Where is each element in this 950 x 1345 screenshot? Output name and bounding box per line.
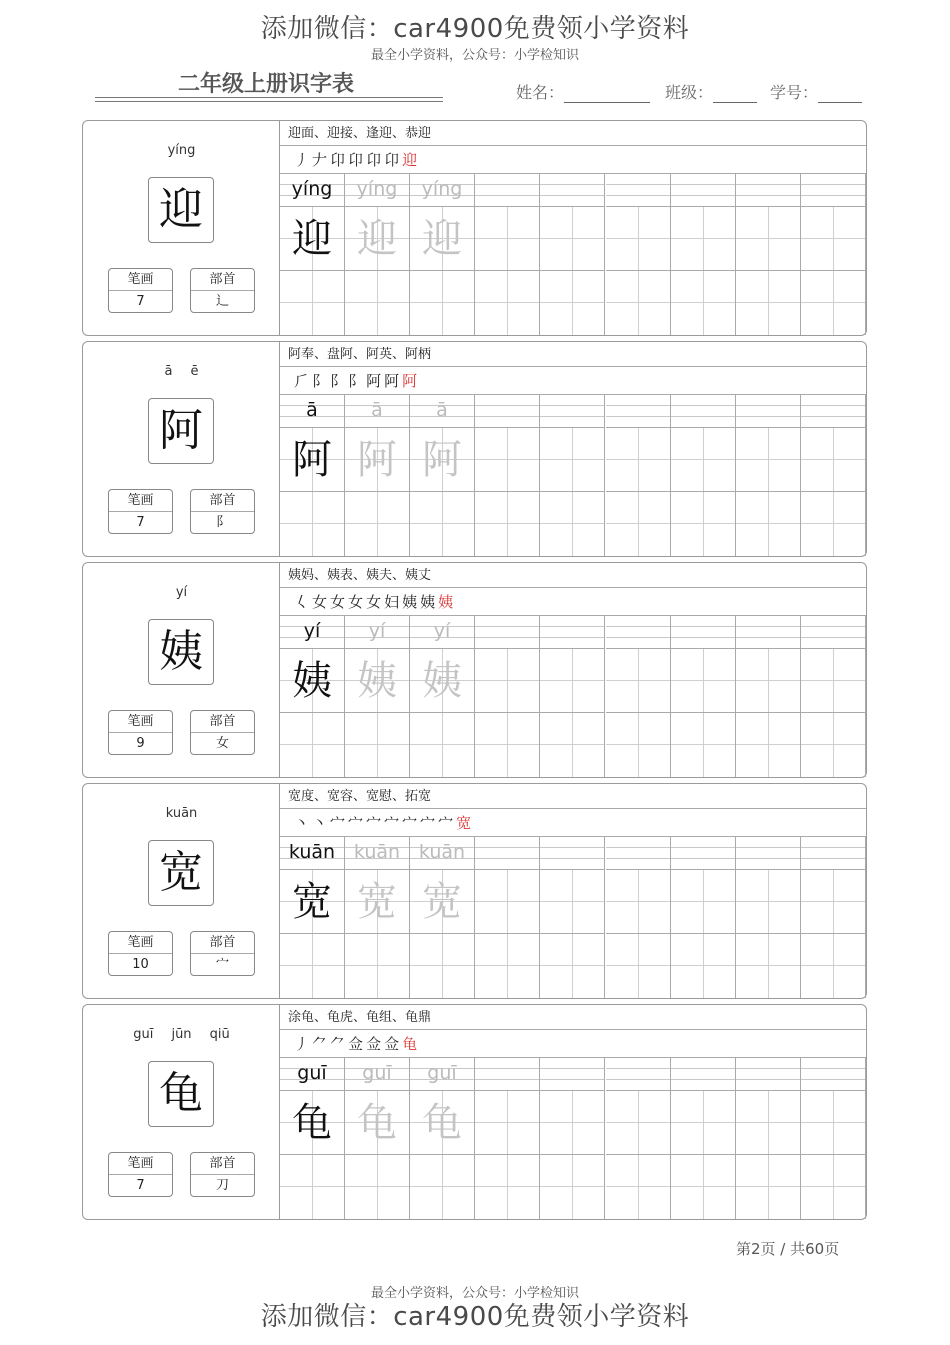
character-writing-cell[interactable] <box>345 492 410 556</box>
pinyin-writing-cell[interactable] <box>345 395 410 428</box>
character-writing-cell[interactable] <box>410 207 475 271</box>
pinyin-sample: guī <box>427 1062 457 1084</box>
stroke-step: 阿 <box>402 372 421 390</box>
pinyin-sample: guī <box>297 1062 327 1084</box>
pinyin-sample: yíng <box>291 178 333 200</box>
character-writing-cell[interactable] <box>280 207 345 271</box>
stroke-step: 宀 <box>384 814 403 832</box>
student-id-blank[interactable] <box>818 85 862 103</box>
stroke-step: 宀 <box>402 814 421 832</box>
radical-label: 部首 <box>191 269 254 291</box>
character-sample: 龟 <box>422 1100 462 1146</box>
stroke-step: 妇 <box>384 593 403 611</box>
pinyin-writing-cell[interactable] <box>736 616 801 649</box>
character-writing-cell[interactable] <box>410 1155 475 1219</box>
character-writing-cell[interactable] <box>801 713 866 777</box>
pinyin-writing-cell[interactable] <box>736 174 801 207</box>
stroke-step: 女 <box>366 593 385 611</box>
stroke-count-label: 笔画 <box>109 1153 172 1175</box>
character-card <box>82 341 867 557</box>
character-writing-cell[interactable] <box>475 271 540 335</box>
name-field[interactable] <box>516 80 650 103</box>
character-display: 宽 <box>148 840 214 906</box>
stroke-step: 𠂇 <box>312 151 331 169</box>
radical-value: 阝 <box>215 515 229 530</box>
character-writing-cell[interactable] <box>801 271 866 335</box>
character-writing-cell[interactable] <box>606 870 671 934</box>
character-writing-cell[interactable] <box>671 271 736 335</box>
promo-banner-top: 添加微信：car4900免费领小学资料 <box>260 14 690 44</box>
pinyin-writing-cell[interactable] <box>410 837 475 870</box>
pinyin-writing-cell[interactable] <box>801 837 866 870</box>
character-writing-cell[interactable] <box>345 1155 410 1219</box>
character-sample: 阿 <box>292 437 332 483</box>
card-info-panel <box>83 563 280 777</box>
character-writing-cell[interactable] <box>280 870 345 934</box>
character-writing-cell[interactable] <box>410 649 475 713</box>
character-writing-cell[interactable] <box>540 870 605 934</box>
card-info-panel <box>83 121 280 335</box>
character-display: 龟 <box>148 1061 214 1127</box>
writing-grid <box>280 616 866 777</box>
pinyin-readings: yí <box>175 585 188 600</box>
radical-label: 部首 <box>191 932 254 954</box>
pinyin-writing-cell[interactable] <box>606 174 671 207</box>
character-writing-cell[interactable] <box>736 934 801 998</box>
card-info-panel <box>83 342 280 556</box>
stroke-step: 佥 <box>384 1035 403 1053</box>
character-writing-cell[interactable] <box>606 207 671 271</box>
writing-grid <box>280 837 866 998</box>
pinyin-writing-cell[interactable] <box>671 1058 736 1091</box>
card-info-panel <box>83 784 280 998</box>
stroke-step: 宀 <box>366 814 385 832</box>
radical-label: 部首 <box>191 490 254 512</box>
radical-value: 刀 <box>215 1178 229 1193</box>
pinyin-writing-cell[interactable] <box>410 174 475 207</box>
stroke-step: 丶 <box>294 814 313 832</box>
stroke-order <box>280 1030 866 1058</box>
stroke-step: 阝 <box>312 372 331 390</box>
radical-value: 辶 <box>215 294 229 309</box>
stroke-step: 卬 <box>366 151 385 169</box>
character-sample: 龟 <box>357 1100 397 1146</box>
pinyin-writing-cell[interactable] <box>345 1058 410 1091</box>
character-sample: 阿 <box>422 437 462 483</box>
pinyin-sample: ā <box>306 399 318 421</box>
character-writing-cell[interactable] <box>410 492 475 556</box>
stroke-step: 迎 <box>402 151 421 169</box>
stroke-step: 丶 <box>312 814 331 832</box>
pinyin-writing-cell[interactable] <box>280 174 345 207</box>
title-underline <box>95 101 443 102</box>
stroke-count-value: 9 <box>136 736 145 751</box>
promo-subline-top: 最全小学资料，公众号：小学检知识 <box>370 48 579 63</box>
stroke-step: 宀 <box>420 814 439 832</box>
pinyin-writing-cell[interactable] <box>345 616 410 649</box>
pinyin-writing-cell[interactable] <box>606 395 671 428</box>
stroke-step: 姨 <box>402 593 421 611</box>
character-sample: 迎 <box>422 216 462 262</box>
pinyin-sample: ā <box>436 399 448 421</box>
pinyin-writing-cell[interactable] <box>475 616 540 649</box>
stroke-step: 丿 <box>294 151 313 169</box>
character-writing-cell[interactable] <box>540 207 605 271</box>
character-writing-cell[interactable] <box>671 934 736 998</box>
stroke-step: 姨 <box>438 593 457 611</box>
character-writing-cell[interactable] <box>540 428 605 492</box>
character-writing-cell[interactable] <box>801 649 866 713</box>
stroke-order <box>280 367 866 395</box>
character-writing-cell[interactable] <box>475 428 540 492</box>
stroke-step: 佥 <box>348 1035 367 1053</box>
character-writing-cell[interactable] <box>606 492 671 556</box>
character-writing-cell[interactable] <box>540 934 605 998</box>
pinyin-writing-cell[interactable] <box>671 174 736 207</box>
character-writing-cell[interactable] <box>280 934 345 998</box>
stroke-count-label: 笔画 <box>109 932 172 954</box>
radical-box <box>190 710 255 755</box>
character-writing-cell[interactable] <box>475 934 540 998</box>
pinyin-writing-cell[interactable] <box>540 174 605 207</box>
character-writing-cell[interactable] <box>410 428 475 492</box>
student-id-label: 学号： <box>770 83 819 102</box>
character-writing-cell[interactable] <box>736 713 801 777</box>
pinyin-sample: yíng <box>421 178 463 200</box>
character-card <box>82 783 867 999</box>
pinyin-writing-cell[interactable] <box>410 395 475 428</box>
writing-grid <box>280 174 866 335</box>
character-writing-cell[interactable] <box>736 207 801 271</box>
character-writing-cell[interactable] <box>801 1155 866 1219</box>
character-sample: 姨 <box>357 658 397 704</box>
pinyin-writing-cell[interactable] <box>606 1058 671 1091</box>
character-writing-cell[interactable] <box>345 271 410 335</box>
practice-panel <box>280 563 866 777</box>
pinyin-writing-cell[interactable] <box>475 395 540 428</box>
character-writing-cell[interactable] <box>280 1155 345 1219</box>
practice-panel <box>280 121 866 335</box>
character-writing-cell[interactable] <box>540 649 605 713</box>
radical-box <box>190 489 255 534</box>
example-words: 宽度、宽容、宽慰、拓宽 <box>280 784 866 809</box>
character-display: 姨 <box>148 619 214 685</box>
character-writing-cell[interactable] <box>540 713 605 777</box>
stroke-step: 阝 <box>348 372 367 390</box>
radical-box <box>190 931 255 976</box>
character-writing-cell[interactable] <box>801 492 866 556</box>
name-blank[interactable] <box>564 85 650 103</box>
character-writing-cell[interactable] <box>736 1155 801 1219</box>
stroke-step: ⺁ <box>294 372 313 390</box>
example-words: 姨妈、姨表、姨夫、姨丈 <box>280 563 866 588</box>
stroke-step: 丿 <box>294 1035 313 1053</box>
stroke-step: 宀 <box>330 814 349 832</box>
stroke-count-value: 7 <box>136 1178 145 1193</box>
example-words: 涂龟、龟虎、龟组、龟鼎 <box>280 1005 866 1030</box>
pinyin-writing-cell[interactable] <box>540 616 605 649</box>
pinyin-sample: guī <box>362 1062 392 1084</box>
pinyin-readings: kuān <box>165 806 198 821</box>
pinyin-writing-cell[interactable] <box>671 837 736 870</box>
pinyin-sample: yí <box>368 620 386 642</box>
example-words: 迎面、迎接、逢迎、恭迎 <box>280 121 866 146</box>
character-writing-cell[interactable] <box>280 649 345 713</box>
stroke-step: 龟 <box>402 1035 421 1053</box>
stroke-step: 女 <box>330 593 349 611</box>
character-writing-cell[interactable] <box>345 428 410 492</box>
stroke-step: 阝 <box>330 372 349 390</box>
pinyin-writing-cell[interactable] <box>540 837 605 870</box>
card-info-panel <box>83 1005 280 1219</box>
character-writing-cell[interactable] <box>345 870 410 934</box>
stroke-count-box <box>108 489 173 534</box>
character-writing-cell[interactable] <box>606 271 671 335</box>
pinyin-sample: yíng <box>356 178 398 200</box>
character-writing-cell[interactable] <box>801 934 866 998</box>
pinyin-sample: yí <box>433 620 451 642</box>
character-writing-cell[interactable] <box>671 207 736 271</box>
character-writing-cell[interactable] <box>345 1091 410 1155</box>
writing-grid <box>280 1058 866 1219</box>
pinyin-writing-cell[interactable] <box>475 1058 540 1091</box>
radical-label: 部首 <box>191 711 254 733</box>
pinyin-writing-cell[interactable] <box>736 395 801 428</box>
pinyin-writing-cell[interactable] <box>671 616 736 649</box>
promo-subline-bottom: 最全小学资料，公众号：小学检知识 <box>370 1286 579 1301</box>
pinyin-writing-cell[interactable] <box>475 837 540 870</box>
stroke-order <box>280 588 866 616</box>
page-title: 二年级上册识字表 <box>178 72 355 97</box>
character-sample: 姨 <box>292 658 332 704</box>
pinyin-writing-cell[interactable] <box>606 837 671 870</box>
character-sample: 宽 <box>292 879 332 925</box>
stroke-step: 阿 <box>384 372 403 390</box>
pinyin-writing-cell[interactable] <box>801 395 866 428</box>
stroke-step: 宀 <box>438 814 457 832</box>
class-label: 班级： <box>665 83 714 102</box>
student-id-field[interactable] <box>770 80 862 103</box>
pinyin-writing-cell[interactable] <box>736 1058 801 1091</box>
character-writing-cell[interactable] <box>475 1091 540 1155</box>
character-writing-cell[interactable] <box>345 649 410 713</box>
pinyin-writing-cell[interactable] <box>540 1058 605 1091</box>
practice-panel <box>280 342 866 556</box>
practice-panel <box>280 784 866 998</box>
title-underline <box>95 97 443 98</box>
character-writing-cell[interactable] <box>671 649 736 713</box>
stroke-step: ⺈ <box>312 1035 331 1053</box>
character-writing-cell[interactable] <box>801 428 866 492</box>
radical-value: 女 <box>215 736 229 751</box>
pinyin-sample: ā <box>371 399 383 421</box>
character-writing-cell[interactable] <box>475 1155 540 1219</box>
character-writing-cell[interactable] <box>475 870 540 934</box>
stroke-count-label: 笔画 <box>109 711 172 733</box>
stroke-step: 宽 <box>456 814 475 832</box>
radical-box <box>190 1152 255 1197</box>
pinyin-writing-cell[interactable] <box>801 616 866 649</box>
character-writing-cell[interactable] <box>345 934 410 998</box>
character-writing-cell[interactable] <box>410 1091 475 1155</box>
character-writing-cell[interactable] <box>280 713 345 777</box>
character-writing-cell[interactable] <box>671 428 736 492</box>
class-blank[interactable] <box>713 85 757 103</box>
pinyin-writing-cell[interactable] <box>280 395 345 428</box>
stroke-count-value: 7 <box>136 515 145 530</box>
stroke-order <box>280 809 866 837</box>
stroke-step: 宀 <box>348 814 367 832</box>
stroke-step: 阿 <box>366 372 385 390</box>
character-writing-cell[interactable] <box>410 713 475 777</box>
character-writing-cell[interactable] <box>606 428 671 492</box>
character-writing-cell[interactable] <box>606 1091 671 1155</box>
character-writing-cell[interactable] <box>345 713 410 777</box>
character-writing-cell[interactable] <box>671 492 736 556</box>
page-counter: 第2页 / 共60页 <box>736 1240 840 1258</box>
character-writing-cell[interactable] <box>801 1091 866 1155</box>
pinyin-writing-cell[interactable] <box>280 616 345 649</box>
character-writing-cell[interactable] <box>671 713 736 777</box>
pinyin-writing-cell[interactable] <box>671 395 736 428</box>
character-sample: 宽 <box>422 879 462 925</box>
character-writing-cell[interactable] <box>475 207 540 271</box>
pinyin-sample: kuān <box>353 841 401 863</box>
character-writing-cell[interactable] <box>410 271 475 335</box>
pinyin-writing-cell[interactable] <box>410 1058 475 1091</box>
character-writing-cell[interactable] <box>540 492 605 556</box>
stroke-count-box <box>108 931 173 976</box>
pinyin-writing-cell[interactable] <box>736 837 801 870</box>
stroke-step: 姨 <box>420 593 439 611</box>
character-display: 迎 <box>148 177 214 243</box>
practice-panel <box>280 1005 866 1219</box>
character-display: 阿 <box>148 398 214 464</box>
character-writing-cell[interactable] <box>280 492 345 556</box>
character-writing-cell[interactable] <box>736 271 801 335</box>
character-writing-cell[interactable] <box>606 1155 671 1219</box>
character-writing-cell[interactable] <box>540 1155 605 1219</box>
radical-value: 宀 <box>215 957 229 972</box>
radical-box <box>190 268 255 313</box>
character-writing-cell[interactable] <box>410 870 475 934</box>
character-sample: 宽 <box>357 879 397 925</box>
character-card <box>82 562 867 778</box>
character-writing-cell[interactable] <box>736 1091 801 1155</box>
character-writing-cell[interactable] <box>801 207 866 271</box>
character-writing-cell[interactable] <box>671 1155 736 1219</box>
character-writing-cell[interactable] <box>540 1091 605 1155</box>
character-writing-cell[interactable] <box>736 428 801 492</box>
pinyin-readings: guī jūn qiū <box>133 1027 230 1042</box>
pinyin-readings: ā ē <box>164 364 199 379</box>
character-writing-cell[interactable] <box>801 870 866 934</box>
character-sample: 姨 <box>422 658 462 704</box>
stroke-step: 女 <box>312 593 331 611</box>
character-writing-cell[interactable] <box>540 271 605 335</box>
writing-grid <box>280 395 866 556</box>
character-writing-cell[interactable] <box>345 207 410 271</box>
character-sample: 迎 <box>292 216 332 262</box>
pinyin-writing-cell[interactable] <box>280 1058 345 1091</box>
character-writing-cell[interactable] <box>280 428 345 492</box>
stroke-count-label: 笔画 <box>109 490 172 512</box>
pinyin-writing-cell[interactable] <box>410 616 475 649</box>
promo-banner-bottom: 添加微信：car4900免费领小学资料 <box>260 1302 690 1332</box>
pinyin-readings: yíng <box>167 143 196 158</box>
pinyin-sample: kuān <box>288 841 336 863</box>
pinyin-writing-cell[interactable] <box>475 174 540 207</box>
stroke-step: 卬 <box>384 151 403 169</box>
stroke-count-box <box>108 1152 173 1197</box>
character-writing-cell[interactable] <box>606 649 671 713</box>
pinyin-writing-cell[interactable] <box>345 174 410 207</box>
character-card <box>82 1004 867 1220</box>
example-words: 阿奉、盘阿、阿英、阿柄 <box>280 342 866 367</box>
character-writing-cell[interactable] <box>280 1091 345 1155</box>
character-writing-cell[interactable] <box>475 713 540 777</box>
character-writing-cell[interactable] <box>410 934 475 998</box>
stroke-count-label: 笔画 <box>109 269 172 291</box>
character-sample: 龟 <box>292 1100 332 1146</box>
pinyin-writing-cell[interactable] <box>280 837 345 870</box>
character-writing-cell[interactable] <box>280 271 345 335</box>
stroke-count-box <box>108 268 173 313</box>
pinyin-sample: yí <box>303 620 321 642</box>
character-writing-cell[interactable] <box>671 870 736 934</box>
character-writing-cell[interactable] <box>736 870 801 934</box>
character-sample: 迎 <box>357 216 397 262</box>
name-label: 姓名： <box>516 83 565 102</box>
stroke-step: 女 <box>348 593 367 611</box>
stroke-count-box <box>108 710 173 755</box>
pinyin-writing-cell[interactable] <box>801 174 866 207</box>
character-sample: 阿 <box>357 437 397 483</box>
character-writing-cell[interactable] <box>736 649 801 713</box>
stroke-count-value: 7 <box>136 294 145 309</box>
pinyin-writing-cell[interactable] <box>345 837 410 870</box>
pinyin-sample: kuān <box>418 841 466 863</box>
character-card <box>82 120 867 336</box>
pinyin-writing-cell[interactable] <box>540 395 605 428</box>
character-writing-cell[interactable] <box>475 492 540 556</box>
stroke-step: 𡿨 <box>294 593 313 611</box>
class-field[interactable] <box>665 80 757 103</box>
stroke-order <box>280 146 866 174</box>
character-writing-cell[interactable] <box>475 649 540 713</box>
character-writing-cell[interactable] <box>671 1091 736 1155</box>
stroke-step: ⺈ <box>330 1035 349 1053</box>
stroke-count-value: 10 <box>132 957 149 972</box>
character-writing-cell[interactable] <box>736 492 801 556</box>
stroke-step: 佥 <box>366 1035 385 1053</box>
pinyin-writing-cell[interactable] <box>606 616 671 649</box>
stroke-step: 卬 <box>348 151 367 169</box>
pinyin-writing-cell[interactable] <box>801 1058 866 1091</box>
stroke-step: 卬 <box>330 151 349 169</box>
character-writing-cell[interactable] <box>606 934 671 998</box>
radical-label: 部首 <box>191 1153 254 1175</box>
character-writing-cell[interactable] <box>606 713 671 777</box>
